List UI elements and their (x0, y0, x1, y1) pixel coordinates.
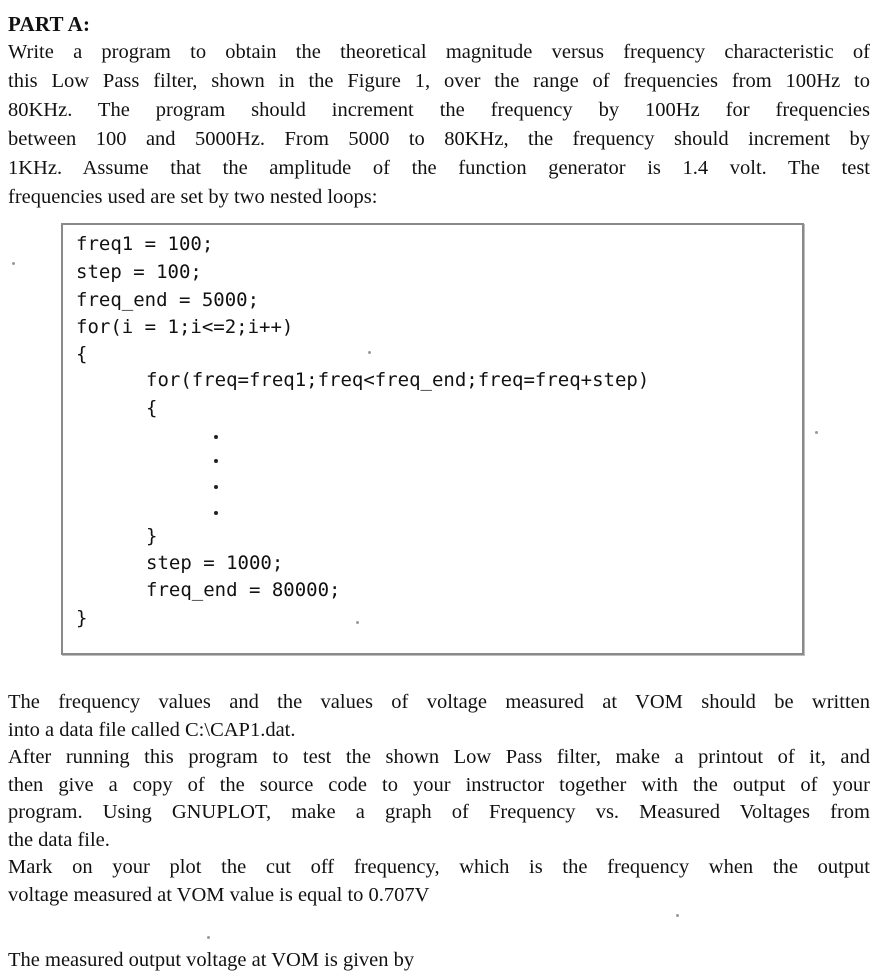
paragraph-line: 1KHz. Assume that the amplitude of the function generator is 1.4 volt. The test (8, 157, 870, 179)
paragraph-line: After running this program to test the shown Low Pass filter, make a printout of it, and (8, 746, 870, 768)
code-line: { (76, 343, 88, 365)
paragraph-line: voltage measured at VOM value is equal to 0.707V (8, 883, 430, 906)
part-a-heading: PART A: (8, 12, 91, 36)
code-listing-box (61, 223, 804, 655)
scan-speck (12, 262, 15, 265)
paragraph-line: program. Using GNUPLOT, make a graph of Frequency vs. Measured Voltages from (8, 801, 870, 823)
scan-speck (356, 621, 359, 624)
code-line: { (146, 397, 158, 419)
paragraph-line: Mark on your plot the cut off frequency, which is the frequency when the output (8, 856, 870, 878)
scan-speck (676, 914, 679, 917)
code-line: for(freq=freq1;freq<freq_end;freq=freq+step) (146, 369, 650, 391)
ellipsis-dot (214, 459, 218, 463)
paragraph-line: this Low Pass filter, shown in the Figure 1, over the range of frequencies from 100Hz to (8, 70, 870, 92)
ellipsis-dot (214, 485, 218, 489)
code-line: for(i = 1;i<=2;i++) (76, 316, 294, 338)
scan-speck (368, 351, 371, 354)
paragraph-line: 80KHz. The program should increment the frequency by 100Hz for frequencies (8, 99, 870, 121)
paragraph-line: into a data file called C:\CAP1.dat. (8, 718, 296, 741)
ellipsis-dot (214, 511, 218, 515)
code-line: freq_end = 80000; (146, 579, 341, 601)
paragraph-line: between 100 and 5000Hz. From 5000 to 80KHz, the frequency should increment by (8, 128, 870, 150)
paragraph-line: the data file. (8, 828, 110, 851)
scan-speck (207, 936, 210, 939)
paragraph-line: frequencies used are set by two nested loops: (8, 186, 378, 208)
code-line: freq_end = 5000; (76, 289, 260, 311)
scan-speck (815, 431, 818, 434)
code-line: step = 1000; (146, 552, 284, 574)
code-line: } (146, 525, 158, 547)
paragraph-line: The frequency values and the values of voltage measured at VOM should be written (8, 691, 870, 713)
voltage-formula-intro: The measured output voltage at VOM is given by (8, 949, 415, 971)
code-line: } (76, 607, 88, 629)
ellipsis-dot (214, 435, 218, 439)
output-instructions-paragraph (8, 689, 870, 909)
paragraph-line: Write a program to obtain the theoretical magnitude versus frequency characteristic of (8, 41, 870, 63)
code-line: freq1 = 100; (76, 233, 214, 255)
instructions-paragraph (8, 38, 870, 212)
code-line: step = 100; (76, 261, 202, 283)
paragraph-line: then give a copy of the source code to your instructor together with the output of your (8, 773, 870, 796)
